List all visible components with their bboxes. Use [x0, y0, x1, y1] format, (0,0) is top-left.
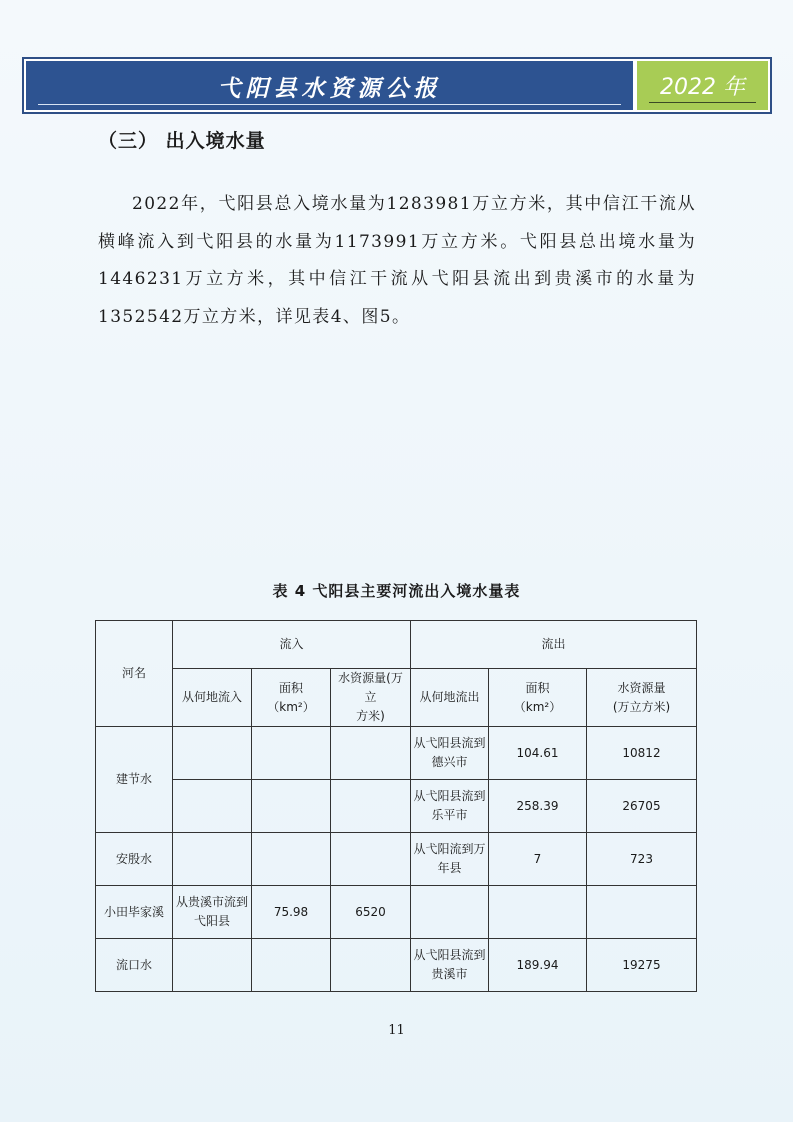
report-title: 弋阳县水资源公报: [217, 76, 442, 102]
header-out-volume: 水资源量 (万立方米): [587, 669, 697, 727]
in-from-cell: [173, 939, 252, 992]
in-area-cell: 75.98: [252, 886, 331, 939]
header-river-name: 河名: [96, 621, 173, 727]
out-to-cell: 从弋阳县流到 德兴市: [411, 727, 489, 780]
table-header-row: [96, 621, 697, 669]
in-volume-cell: [331, 780, 411, 833]
out-volume-cell: 723: [587, 833, 697, 886]
in-area-cell: [252, 939, 331, 992]
in-volume-cell: [331, 833, 411, 886]
out-area-cell: 104.61: [489, 727, 587, 780]
table-row: [96, 833, 697, 886]
header-banner: [22, 57, 772, 114]
header-out-to: 从何地流出: [411, 669, 489, 727]
in-area-cell: [252, 833, 331, 886]
table-row: [96, 727, 697, 780]
banner-title-rule: [38, 104, 621, 105]
banner-title-panel: [26, 61, 633, 110]
river-name-cell: 安殷水: [96, 833, 173, 886]
in-from-cell: 从贵溪市流到 弋阳县: [173, 886, 252, 939]
river-name-cell: 小田毕家溪: [96, 886, 173, 939]
section-heading: （三） 出入境水量: [98, 130, 266, 152]
out-to-cell: 从弋阳县流到 贵溪市: [411, 939, 489, 992]
banner-year-panel: [637, 61, 768, 110]
table-row: [96, 939, 697, 992]
header-in-from: 从何地流入: [173, 669, 252, 727]
in-from-cell: [173, 727, 252, 780]
water-flow-table: [95, 620, 697, 992]
in-volume-cell: 6520: [331, 886, 411, 939]
out-area-cell: [489, 886, 587, 939]
out-to-cell: [411, 886, 489, 939]
header-in-area: 面积 （km²）: [252, 669, 331, 727]
table-subheader-row: [96, 669, 697, 727]
header-outflow: 流出: [411, 621, 697, 669]
in-area-cell: [252, 780, 331, 833]
body-paragraph: 2022年，弋阳县总入境水量为1283981万立方米，其中信江干流从横峰流入到弋阳县的水量为1173991万立方米。弋阳县总出境水量为1446231万立方米，其中信江干流从弋阳县流出到贵溪市的水量为1352542万立方米，详见表4、图5。: [98, 194, 696, 327]
in-from-cell: [173, 833, 252, 886]
in-volume-cell: [331, 939, 411, 992]
out-to-cell: 从弋阳县流到 乐平市: [411, 780, 489, 833]
out-volume-cell: 26705: [587, 780, 697, 833]
out-area-cell: 7: [489, 833, 587, 886]
header-inflow: 流入: [173, 621, 411, 669]
out-volume-cell: 10812: [587, 727, 697, 780]
table-caption: 表 4 弋阳县主要河流出入境水量表: [272, 582, 521, 600]
out-area-cell: 258.39: [489, 780, 587, 833]
table-row: [96, 886, 697, 939]
in-from-cell: [173, 780, 252, 833]
banner-year-rule: [649, 102, 756, 103]
in-volume-cell: [331, 727, 411, 780]
out-volume-cell: [587, 886, 697, 939]
header-in-volume: 水资源量(万立 方米): [331, 669, 411, 727]
out-area-cell: 189.94: [489, 939, 587, 992]
table-row: [96, 780, 697, 833]
out-to-cell: 从弋阳流到万 年县: [411, 833, 489, 886]
river-name-cell: 流口水: [96, 939, 173, 992]
out-volume-cell: 19275: [587, 939, 697, 992]
river-name-cell: 建节水: [96, 727, 173, 833]
in-area-cell: [252, 727, 331, 780]
page-number: 11: [388, 1023, 405, 1038]
report-year: 2022 年: [660, 75, 745, 100]
header-out-area: 面积 （km²）: [489, 669, 587, 727]
